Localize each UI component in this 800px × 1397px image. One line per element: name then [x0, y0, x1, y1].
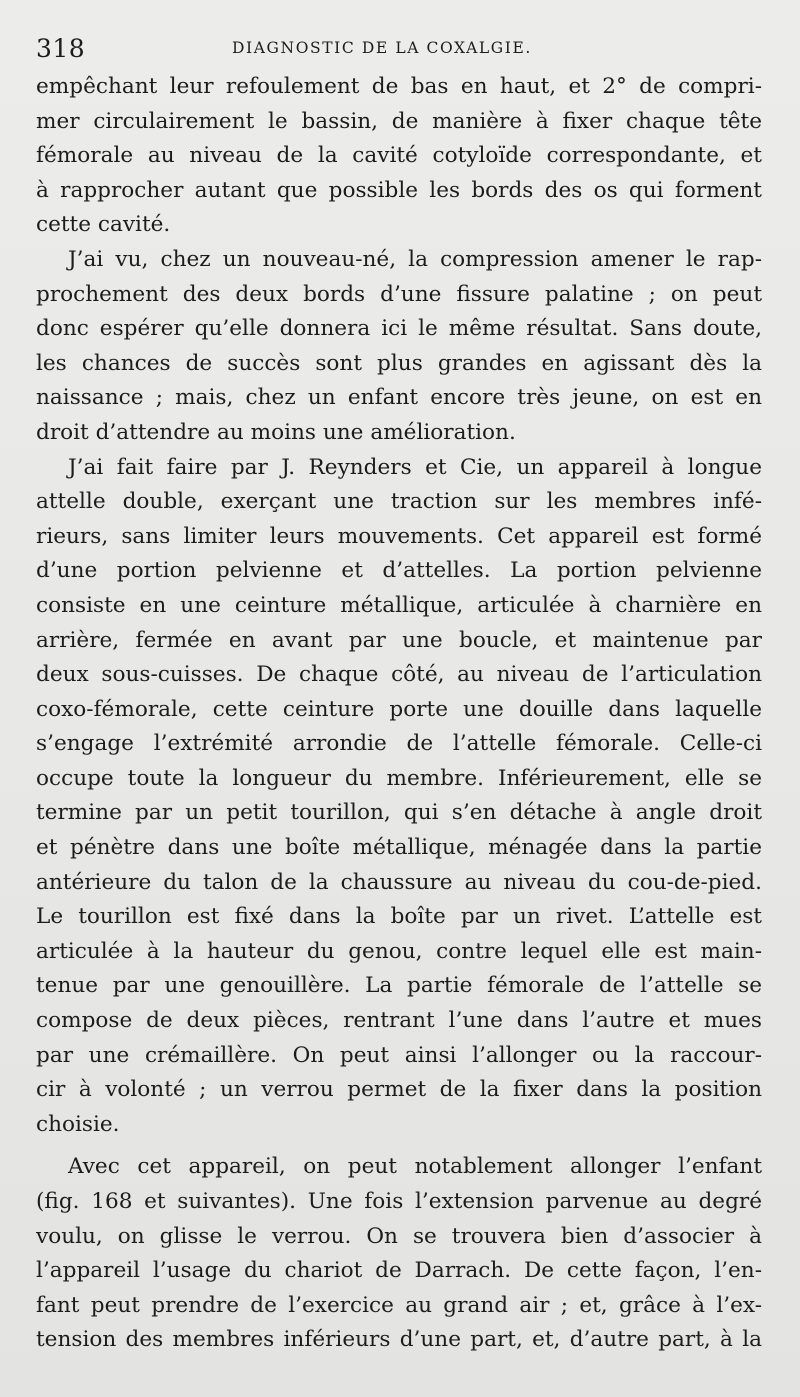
text-line: cir à volonté ; un verrou permet de la fixer dans la position — [36, 1077, 762, 1103]
text-line: (fig. 168 et suivantes). Une fois l’extension parvenue au degré — [36, 1189, 762, 1214]
page-number: 318 — [36, 34, 86, 63]
text-line: attelle double, exerçant une traction sur les membres infé- — [36, 489, 762, 515]
text-line: articulée à la hauteur du genou, contre lequel elle est main- — [36, 938, 762, 964]
paragraph — [36, 451, 762, 1143]
text-line: à rapprocher autant que possible les bords des os qui forment — [36, 177, 762, 203]
text-line: tension des membres inférieurs d’une part, et, d’autre part, à la — [36, 1327, 762, 1353]
text-line: Le tourillon est fixé dans la boîte par un rivet. L’attelle est — [36, 904, 762, 930]
text-line: tenue par une genouillère. La partie fémorale de l’attelle se — [36, 973, 762, 999]
text-line: et pénètre dans une boîte métallique, ménagée dans la partie — [36, 835, 762, 861]
text-line: droit d’attendre au moins une amélioration. — [36, 419, 516, 445]
text-line: arrière, fermée en avant par une boucle, et maintenue par — [36, 627, 762, 653]
text-line: compose de deux pièces, rentrant l’une dans l’autre et mues — [36, 1008, 762, 1034]
text-line: voulu, on glisse le verrou. On se trouvera bien d’associer à — [36, 1223, 762, 1249]
text-line: termine par un petit tourillon, qui s’en détache à angle droit — [36, 800, 762, 826]
page-header — [36, 34, 760, 70]
text-line: cette cavité. — [36, 212, 171, 238]
text-line: choisie. — [36, 1111, 120, 1137]
text-line: empêchant leur refoulement de bas en haut, et 2° de compri- — [36, 74, 762, 99]
paragraph — [36, 1150, 762, 1358]
paragraph — [36, 70, 762, 243]
text-line: fant peut prendre de l’exercice au grand air ; et, grâce à l’ex- — [36, 1292, 762, 1318]
text-line: donc espérer qu’elle donnera ici le même résultat. Sans doute, — [36, 316, 762, 342]
text-line: mer circulairement le bassin, de manière à fixer chaque tête — [36, 108, 762, 134]
text-line: consiste en une ceinture métallique, articulée à charnière en — [36, 592, 762, 618]
paragraph — [36, 243, 762, 451]
text-line: fémorale au niveau de la cavité cotyloïde correspondante, et — [36, 143, 762, 169]
text-line: occupe toute la longueur du membre. Inférieurement, elle se — [36, 765, 762, 791]
text-line: coxo-fémorale, cette ceinture porte une douille dans laquelle — [36, 696, 762, 722]
text-line: les chances de succès sont plus grandes en agissant dès la — [36, 350, 762, 376]
text-line: Avec cet appareil, on peut notablement allonger l’enfant — [68, 1154, 762, 1180]
running-head: DIAGNOSTIC DE LA COXALGIE. — [232, 39, 532, 57]
body-text — [36, 70, 762, 1358]
text-line: s’engage l’extrémité arrondie de l’attelle fémorale. Celle-ci — [36, 731, 762, 757]
text-line: prochement des deux bords d’une fissure palatine ; on peut — [36, 281, 762, 307]
paragraph-gap — [36, 1142, 762, 1150]
text-line: naissance ; mais, chez un enfant encore très jeune, on est en — [36, 385, 762, 411]
text-line: deux sous-cuisses. De chaque côté, au niveau de l’articulation — [36, 662, 762, 688]
text-line: d’une portion pelvienne et d’attelles. La portion pelvienne — [36, 558, 762, 584]
text-line: J’ai vu, chez un nouveau-né, la compression amener le rap- — [68, 246, 762, 272]
text-line: rieurs, sans limiter leurs mouvements. Cet appareil est formé — [36, 523, 762, 549]
text-line: l’appareil l’usage du chariot de Darrach. De cette façon, l’en- — [36, 1258, 762, 1284]
text-line: antérieure du talon de la chaussure au niveau du cou-de-pied. — [36, 869, 762, 895]
text-line: J’ai fait faire par J. Reynders et Cie, un appareil à longue — [68, 454, 762, 480]
text-line: par une crémaillère. On peut ainsi l’allonger ou la raccour- — [36, 1042, 762, 1068]
